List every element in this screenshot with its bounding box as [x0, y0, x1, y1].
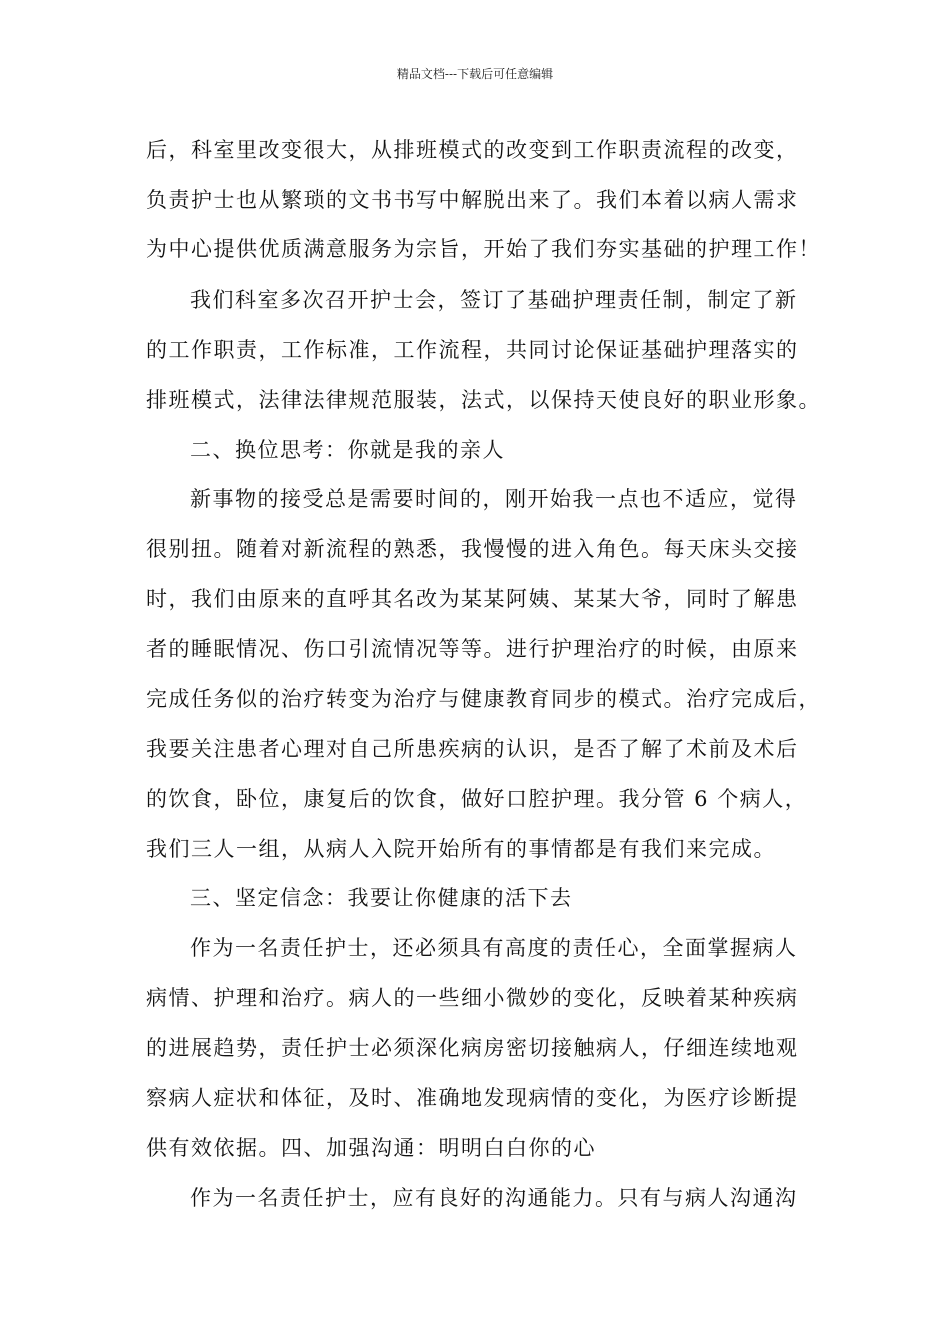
text-line: 时，我们由原来的直呼其名改为某某阿姨、某某大爷，同时了解患: [146, 587, 799, 611]
text-line: 的进展趋势，责任护士必须深化病房密切接触病人，仔细连续地观: [146, 1036, 799, 1060]
text-line: 者的睡眠情况、伤口引流情况等等。进行护理治疗的时候，由原来: [146, 637, 799, 661]
paragraph-first-line: 作为一名责任护士，应有良好的沟通能力。只有与病人沟通沟: [190, 1186, 798, 1210]
paragraph-first-line: 我们科室多次召开护士会，签订了基础护理责任制，制定了新: [190, 288, 798, 312]
paragraph-first-line: 作为一名责任护士，还必须具有高度的责任心，全面掌握病人: [190, 936, 798, 960]
text-line: 察病人症状和体征，及时、准确地发现病情的变化，为医疗诊断提: [146, 1086, 799, 1110]
text-line: 我们三人一组，从病人入院开始所有的事情都是有我们来完成。: [146, 837, 776, 861]
text-line: 很别扭。随着对新流程的熟悉，我慢慢的进入角色。每天床头交接: [146, 537, 799, 561]
text-line: 供有效依据。四、加强沟通：明明白白你的心: [146, 1136, 596, 1160]
text-line: 我要关注患者心理对自己所患疾病的认识，是否了解了术前及术后: [146, 737, 799, 761]
text-line: 后，科室里改变很大，从排班模式的改变到工作职责流程的改变，: [146, 138, 799, 162]
section-heading: 三、坚定信念：我要让你健康的活下去: [190, 886, 573, 910]
text-line: 病情、护理和治疗。病人的一些细小微妙的变化，反映着某种疾病: [146, 986, 799, 1010]
text-line: 的工作职责，工作标准，工作流程，共同讨论保证基础护理落实的: [146, 338, 799, 362]
text-line: 排班模式，法律法律规范服装，法式，以保持天使良好的职业形象。: [146, 388, 821, 412]
text-line: 的饮食，卧位，康复后的饮食，做好口腔护理。我分管 6 个病人，: [146, 787, 808, 811]
paragraph-first-line: 新事物的接受总是需要时间的，刚开始我一点也不适应，觉得: [190, 487, 798, 511]
text-line: 完成任务似的治疗转变为治疗与健康教育同步的模式。治疗完成后，: [146, 687, 821, 711]
section-heading: 二、换位思考：你就是我的亲人: [190, 438, 505, 462]
text-line: 为中心提供优质满意服务为宗旨，开始了我们夯实基础的护理工作！: [146, 237, 821, 261]
text-line: 负责护士也从繁琐的文书书写中解脱出来了。我们本着以病人需求: [146, 188, 799, 212]
page-header: 精品文档---下载后可任意编辑: [396, 67, 554, 81]
